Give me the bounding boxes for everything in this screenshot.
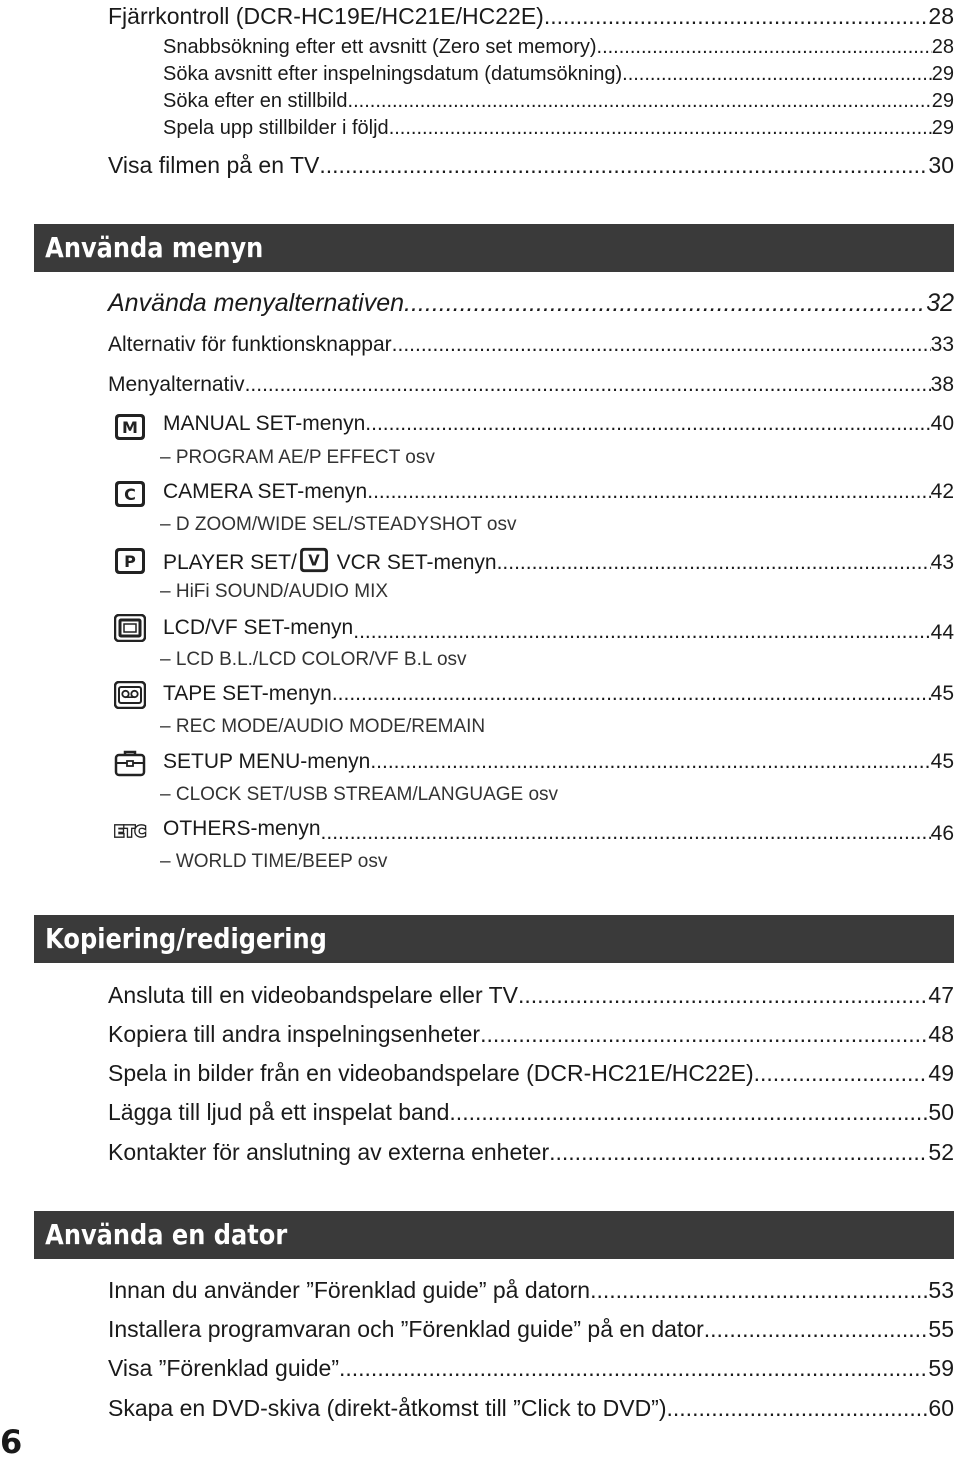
leader-dots [549, 1139, 928, 1166]
toc-entry [108, 1395, 954, 1422]
toc-entry-page: 46 [930, 822, 954, 845]
toc-entry-detail: – LCD B.L./LCD COLOR/VF B.L osv [160, 649, 467, 670]
toc-entry [163, 480, 954, 504]
svg-text:P: P [124, 552, 136, 571]
toc-entry-label: Visa filmen på en TV [108, 152, 320, 178]
toc-entry [108, 152, 954, 179]
toc-entry-label-part: PLAYER SET/ [163, 551, 297, 574]
toc-entry-label: Kopiera till andra inspelningsenheter [108, 1021, 481, 1047]
manual-set-icon [113, 412, 147, 442]
toc-entry-page: 53 [928, 1277, 954, 1303]
leader-dots [332, 682, 931, 706]
toc-entry-label: Snabbsökning efter ett avsnitt (Zero set memory) [163, 36, 597, 58]
toc-entry [163, 817, 954, 845]
section-heading-text: Använda en dator [45, 1218, 288, 1251]
leader-dots [590, 1277, 928, 1304]
toc-entry-label: Alternativ för funktionsknappar [108, 333, 392, 356]
leader-dots [339, 1355, 928, 1382]
toc-subentry [163, 117, 954, 140]
toc-entry-label: Fjärrkontroll (DCR-HC19E/HC21E/HC22E) [108, 3, 544, 29]
toc-entry [163, 750, 954, 774]
toc-entry-label: Installera programvaran och ”Förenklad guide” på en dator [108, 1316, 704, 1342]
leader-dots [597, 36, 932, 59]
toc-entry [163, 547, 954, 579]
leader-dots [353, 620, 930, 644]
section-heading-computer [34, 1211, 954, 1259]
toc-entry-page: 38 [930, 373, 954, 396]
toc-entry-label: Kontakter för anslutning av externa enheter [108, 1139, 550, 1165]
toc-subentry [163, 36, 954, 59]
toc-entry-label-part: VCR SET-menyn [336, 551, 497, 574]
section-heading-copy [34, 915, 954, 963]
toc-entry-label: TAPE SET-menyn [163, 682, 332, 705]
svg-text:ETC: ETC [114, 822, 146, 841]
toc-entry-page: 30 [928, 152, 954, 178]
toc-entry-page: 29 [931, 90, 954, 112]
svg-text:M: M [122, 418, 138, 437]
toc-subentry [163, 63, 954, 86]
toc-entry-label: OTHERS-menyn [163, 817, 321, 840]
camera-set-icon [113, 479, 147, 509]
toc-entry-page: 47 [928, 982, 954, 1008]
toc-entry-page: 44 [930, 621, 954, 644]
toc-entry-page: 32 [926, 289, 954, 317]
section-heading-text: Använda menyn [45, 231, 264, 264]
toc-entry-label: Söka efter en stillbild [163, 90, 348, 112]
toc-entry-page: 59 [928, 1355, 954, 1381]
toc-entry-label: Skapa en DVD-skiva (direkt-åtkomst till ”Click to DVD”) [108, 1395, 667, 1421]
section-heading-menu [34, 224, 954, 272]
toc-entry [108, 1021, 954, 1048]
toc-entry-page: 49 [928, 1060, 954, 1086]
toc-entry-page: 52 [928, 1139, 954, 1165]
vcr-set-icon [299, 547, 329, 579]
toc-entry-page: 33 [930, 333, 954, 356]
toc-entry-label: Ansluta till en videobandspelare eller TV [108, 982, 518, 1008]
toc-entry-page: 42 [930, 480, 954, 503]
toc-entry [108, 1316, 954, 1343]
leader-dots [365, 412, 930, 436]
toc-entry-label: Innan du använder ”Förenklad guide” på datorn [108, 1277, 591, 1303]
toc-entry-page: 28 [931, 36, 954, 58]
leader-dots [480, 1021, 928, 1048]
leader-dots [754, 1060, 929, 1087]
toc-entry-page: 45 [930, 750, 954, 773]
toc-entry [163, 616, 954, 644]
svg-text:C: C [124, 485, 136, 504]
toc-entry-detail: – HiFi SOUND/AUDIO MIX [160, 581, 389, 602]
toc-entry [108, 982, 954, 1009]
toc-entry-label: Använda menyalternativen [108, 289, 405, 317]
page-number: 6 [0, 1423, 23, 1461]
lcd-vf-set-icon [113, 613, 147, 643]
toc-entry-page: 45 [930, 682, 954, 705]
leader-dots [392, 333, 931, 357]
section-heading-text: Kopiering/redigering [45, 922, 327, 955]
toc-entry-page: 29 [931, 63, 954, 85]
toc-entry [108, 1060, 954, 1087]
leader-dots [667, 1395, 929, 1422]
leader-dots [245, 373, 931, 397]
toc-entry [108, 373, 954, 397]
leader-dots [449, 1099, 928, 1126]
toc-entry-detail: – REC MODE/AUDIO MODE/REMAIN [160, 716, 486, 737]
toc-entry-label: Menyalternativ [108, 373, 245, 396]
toc-entry-detail: – PROGRAM AE/P EFFECT osv [160, 447, 435, 468]
toc-entry-page: 60 [928, 1395, 954, 1421]
leader-dots [370, 750, 930, 774]
toc-entry-italic [108, 289, 954, 318]
toc-entry [108, 1277, 954, 1304]
toc-entry-page: 55 [928, 1316, 954, 1342]
leader-dots [319, 152, 928, 179]
toc-entry-label: Lägga till ljud på ett inspelat band [108, 1099, 450, 1125]
toc-entry-page: 28 [928, 3, 954, 29]
toc-entry-label: Spela in bilder från en videobandspelare (DCR-HC21E/HC22E) [108, 1060, 754, 1086]
svg-text:V: V [308, 551, 320, 570]
toc-entry-page: 43 [930, 551, 954, 574]
toc-entry-label: SETUP MENU-menyn [163, 750, 371, 773]
leader-dots [367, 480, 930, 504]
toc-entry-page: 50 [928, 1099, 954, 1125]
toc-subentry [163, 90, 954, 113]
leader-dots [497, 551, 931, 575]
toc-entry [163, 682, 954, 706]
toc-entry-detail: – CLOCK SET/USB STREAM/LANGUAGE osv [160, 784, 559, 805]
leader-dots [404, 289, 926, 318]
leader-dots [622, 63, 932, 86]
toc-entry-label: Spela upp stillbilder i följd [163, 117, 389, 139]
toc-entry-detail: – D ZOOM/WIDE SEL/STEADYSHOT osv [160, 514, 517, 535]
toc-entry-detail: – WORLD TIME/BEEP osv [160, 851, 388, 872]
player-set-icon [113, 546, 147, 576]
toc-entry [108, 1099, 954, 1126]
toc-entry [163, 412, 954, 436]
etc-others-icon [113, 815, 147, 845]
toc-entry-page: 40 [930, 412, 954, 435]
leader-dots [704, 1316, 929, 1343]
toc-entry-label: Söka avsnitt efter inspelningsdatum (datumsökning) [163, 63, 623, 85]
toc-entry [108, 333, 954, 357]
toc-entry-page: 29 [931, 117, 954, 139]
toc-entry-label: LCD/VF SET-menyn [163, 616, 354, 639]
toc-entry-label [163, 547, 497, 579]
toc-entry [108, 1355, 954, 1382]
toc-entry [108, 3, 954, 30]
leader-dots [348, 90, 932, 113]
tape-set-icon [113, 680, 147, 710]
setup-menu-icon [113, 748, 147, 778]
leader-dots [321, 821, 931, 845]
toc-entry-page: 48 [928, 1021, 954, 1047]
toc-entry-label: CAMERA SET-menyn [163, 480, 368, 503]
leader-dots [544, 3, 929, 30]
leader-dots [518, 982, 928, 1009]
toc-entry-label: MANUAL SET-menyn [163, 412, 366, 435]
leader-dots [389, 117, 932, 140]
toc-entry [108, 1139, 954, 1166]
toc-entry-label: Visa ”Förenklad guide” [108, 1355, 339, 1381]
